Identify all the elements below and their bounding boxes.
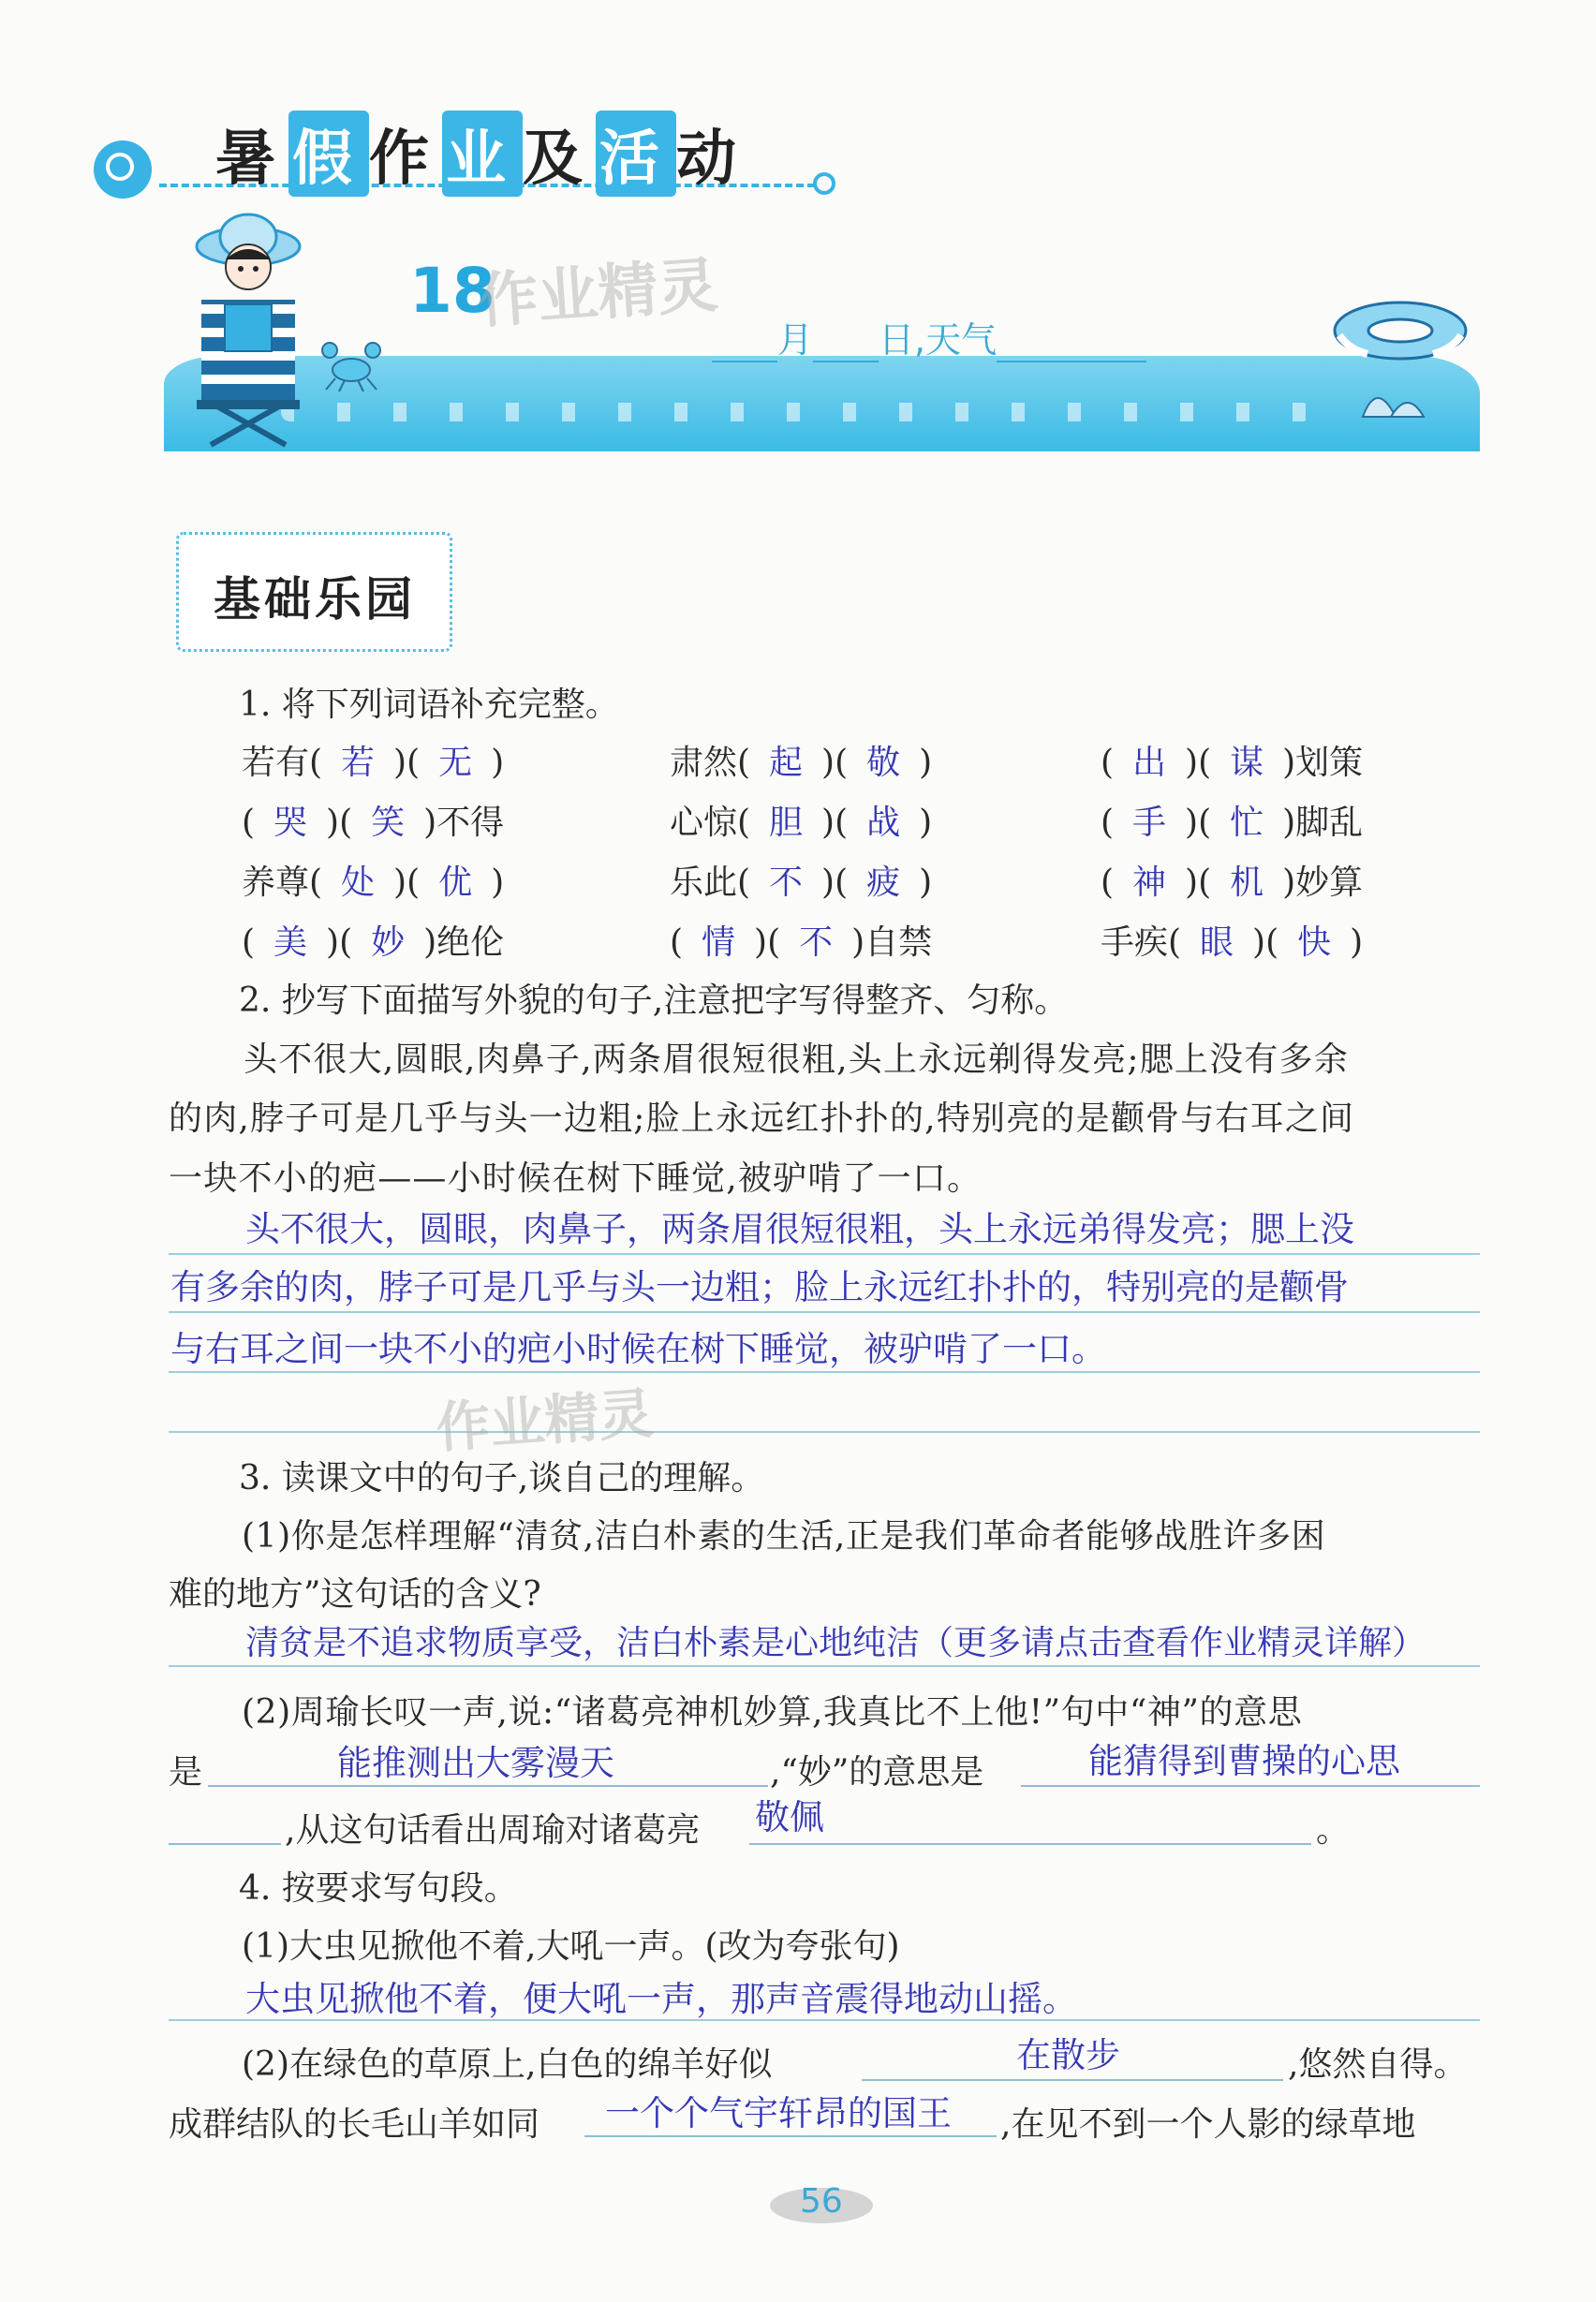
q1-answer[interactable]: 美 <box>273 923 308 962</box>
q1-word-item <box>670 796 932 844</box>
watermark: 作业精灵 <box>434 1380 656 1460</box>
q2-source-line: 的肉,脖子可是几乎与头一边粗;脸上永远红扑扑的,特别亮的是颧骨与右耳之间 <box>169 1099 1355 1138</box>
crab-icon <box>309 337 393 393</box>
q1-text: 养尊( <box>242 863 323 902</box>
q1-text: )划策 <box>1282 744 1364 782</box>
writing-line <box>169 1431 1480 1433</box>
q2-prompt: 2. 抄写下面描写外貌的句子,注意把字写得整齐、匀称。 <box>239 981 1069 1020</box>
writing-line <box>169 1311 1480 1313</box>
title-char: 假 <box>288 111 369 197</box>
q1-answer[interactable]: 胆 <box>769 804 804 842</box>
q3-p2-end: 。 <box>1316 1811 1351 1850</box>
q1-text: )( <box>326 923 353 962</box>
q2-answer-line[interactable]: 与右耳之间一块不小的疤小时候在树下睡觉，被驴啃了一口。 <box>170 1329 1106 1369</box>
q1-text: 乐此( <box>670 863 751 902</box>
q1-answer[interactable]: 情 <box>702 923 736 962</box>
q1-answer[interactable]: 神 <box>1132 863 1167 902</box>
q4-p2-line2: 成群结队的长毛山羊如同 <box>169 2105 540 2144</box>
title-char: 及 <box>523 125 596 194</box>
q1-text: )( <box>1185 744 1212 782</box>
q1-text: 若有( <box>242 744 323 782</box>
q3-p1-line: (1)你是怎样理解“清贫,洁白朴素的生活,正是我们革命者能够战胜许多困 <box>242 1517 1326 1556</box>
q1-word-item <box>1101 736 1363 784</box>
q1-text: )( <box>393 863 421 902</box>
q1-answer[interactable]: 眼 <box>1200 923 1234 962</box>
q1-answer[interactable]: 处 <box>341 863 376 902</box>
q1-text: ) <box>919 863 933 902</box>
q1-answer[interactable]: 笑 <box>371 804 406 842</box>
q4-p2-end2: ,在见不到一个人影的绿草地 <box>1000 2105 1416 2144</box>
q2-source-line: 头不很大,圆眼,肉鼻子,两条眉很短很粗,头上永远剃得发亮;腮上没有多余 <box>244 1040 1349 1079</box>
page-title <box>215 111 749 197</box>
q3-p1-answer[interactable]: 清贫是不追求物质享受，洁白朴素是心地纯洁（更多请点击查看作业精灵详解） <box>245 1624 1426 1662</box>
shells-icon <box>1353 375 1428 421</box>
writing-line <box>169 1253 1480 1255</box>
title-char: 作 <box>369 125 442 194</box>
q4-p1-answer[interactable]: 大虫见掀他不着，便大吼一声，那声音震得地动山摇。 <box>245 1979 1077 2019</box>
q1-prompt: 1. 将下列词语补充完整。 <box>239 686 619 724</box>
writing-line <box>169 1665 1480 1667</box>
q4-p2-end1: ,悠然自得。 <box>1288 2045 1468 2084</box>
q1-word-item <box>670 736 932 784</box>
title-char: 活 <box>596 111 676 197</box>
q1-word-item <box>1101 796 1363 844</box>
q4-p2-line1: (2)在绿色的草原上,白色的绵羊好似 <box>242 2045 773 2084</box>
q1-text: )不得 <box>423 804 505 842</box>
answer-underline <box>169 1843 281 1845</box>
watermark: 作业精灵 <box>476 251 720 337</box>
page-number: 56 <box>800 2182 843 2221</box>
q1-text: ( <box>1101 744 1115 782</box>
q1-text: )( <box>754 923 781 962</box>
q1-answer[interactable]: 妙 <box>371 923 406 962</box>
q2-answer-line[interactable]: 有多余的肉，脖子可是几乎与头一边粗；脸上永远红扑扑的，特别亮的是颧骨 <box>170 1267 1349 1307</box>
q1-text: )脚乱 <box>1282 804 1364 842</box>
q1-answer[interactable]: 敬 <box>866 744 901 782</box>
swim-ring-icon <box>1330 298 1470 363</box>
q1-text: )( <box>821 744 849 782</box>
title-char: 动 <box>676 125 749 194</box>
q1-answer[interactable]: 谋 <box>1230 744 1264 782</box>
q1-answer[interactable]: 若 <box>341 744 376 782</box>
q1-text: ) <box>919 744 933 782</box>
q1-text: ) <box>491 863 505 902</box>
q1-word-item <box>242 736 504 784</box>
q1-answer[interactable]: 不 <box>799 923 834 962</box>
q1-answer[interactable]: 快 <box>1297 923 1332 962</box>
q1-text: 肃然( <box>670 744 751 782</box>
q1-text: )绝伦 <box>423 923 505 962</box>
q4-p2-answer1[interactable]: 在散步 <box>1016 2035 1120 2075</box>
day-blank[interactable] <box>813 331 879 362</box>
q1-answer[interactable]: 机 <box>1230 863 1264 902</box>
q3-p2-answer2[interactable]: 能猜得到曹操的心思 <box>1088 1741 1400 1781</box>
date-weather-line <box>712 311 1146 362</box>
q1-text: )自禁 <box>851 923 933 962</box>
q1-text: )( <box>393 744 421 782</box>
q1-text: ( <box>242 804 256 842</box>
q1-text: ) <box>1350 923 1364 962</box>
month-blank[interactable] <box>712 331 777 362</box>
q1-answer[interactable]: 疲 <box>866 863 901 902</box>
q1-text: )( <box>821 804 849 842</box>
q1-answer[interactable]: 忙 <box>1230 804 1264 842</box>
q1-text: 心惊( <box>670 804 751 842</box>
q1-answer[interactable]: 无 <box>438 744 473 782</box>
q1-text: )( <box>1185 804 1212 842</box>
q4-prompt: 4. 按要求写句段。 <box>239 1869 518 1908</box>
q1-text: ) <box>491 744 505 782</box>
q1-word-item <box>1101 856 1363 904</box>
q4-p1: (1)大虫见掀他不着,大吼一声。(改为夸张句) <box>242 1927 900 1966</box>
q1-text: 手疾( <box>1101 923 1182 962</box>
q1-answer[interactable]: 不 <box>769 863 804 902</box>
answer-underline <box>584 2135 997 2137</box>
q1-text: )妙算 <box>1282 863 1364 902</box>
q2-source-line: 一块不小的疤——小时候在树下睡觉,被驴啃了一口。 <box>169 1159 983 1198</box>
q3-p2-answer3[interactable]: 敬佩 <box>755 1797 824 1837</box>
day-number: 18 <box>409 255 495 327</box>
title-char: 业 <box>442 111 523 197</box>
weather-blank[interactable] <box>997 331 1146 362</box>
answer-underline <box>1021 1785 1480 1787</box>
answer-underline <box>862 2079 1283 2081</box>
q3-p2-mid: ,“妙”的意思是 <box>770 1753 984 1792</box>
answer-underline <box>749 1843 1311 1845</box>
q3-p2-answer1[interactable]: 能推测出大雾漫天 <box>337 1743 614 1783</box>
q1-answer[interactable]: 起 <box>769 744 804 782</box>
header-line-end-icon <box>813 172 835 195</box>
q1-text: ) <box>919 804 933 842</box>
month-label: 月 <box>777 319 814 361</box>
q3-p2-shi: 是 <box>169 1753 203 1792</box>
q1-text: )( <box>1252 923 1279 962</box>
q1-word-item <box>670 916 932 964</box>
q4-p2-answer2[interactable]: 一个个气宇轩昂的国王 <box>605 2093 952 2133</box>
q1-answer[interactable]: 战 <box>866 804 901 842</box>
q1-text: )( <box>1185 863 1212 902</box>
q3-p2-line: (2)周瑜长叹一声,说:“诸葛亮神机妙算,我真比不上他!”句中“神”的意思 <box>242 1693 1303 1732</box>
day-weather-label: 日,天气 <box>879 319 998 361</box>
boy-reading-illustration <box>183 211 323 450</box>
q1-word-item <box>670 856 932 904</box>
q1-answer[interactable]: 优 <box>438 863 473 902</box>
banner-wave-decoration <box>281 403 1311 421</box>
q1-text: ( <box>242 923 256 962</box>
q1-text: ( <box>1101 804 1115 842</box>
q1-text: ( <box>1101 863 1115 902</box>
answer-underline <box>208 1785 768 1787</box>
q1-text: )( <box>821 863 849 902</box>
q1-word-item <box>242 916 504 964</box>
section-title: 基础乐园 <box>214 572 416 627</box>
writing-line <box>169 1371 1480 1373</box>
q3-p1-line: 难的地方”这句话的含义? <box>169 1575 541 1614</box>
q3-prompt: 3. 读课文中的句子,谈自己的理解。 <box>239 1459 765 1498</box>
q1-text: ( <box>670 923 684 962</box>
header-circle-icon <box>94 140 152 199</box>
q1-text: )( <box>326 804 353 842</box>
q1-word-item <box>1101 916 1363 964</box>
writing-line <box>169 2019 1480 2021</box>
q1-answer[interactable]: 手 <box>1132 804 1167 842</box>
q1-answer[interactable]: 哭 <box>273 804 308 842</box>
q1-word-item <box>242 796 504 844</box>
title-char: 暑 <box>215 125 288 194</box>
q2-answer-line[interactable]: 头不很大，圆眼，肉鼻子，两条眉很短很粗，头上永远弟得发亮；腮上没 <box>245 1209 1354 1249</box>
q1-word-item <box>242 856 504 904</box>
q3-p2-line3: ,从这句话看出周瑜对诸葛亮 <box>285 1811 701 1850</box>
q1-answer[interactable]: 出 <box>1132 744 1167 782</box>
